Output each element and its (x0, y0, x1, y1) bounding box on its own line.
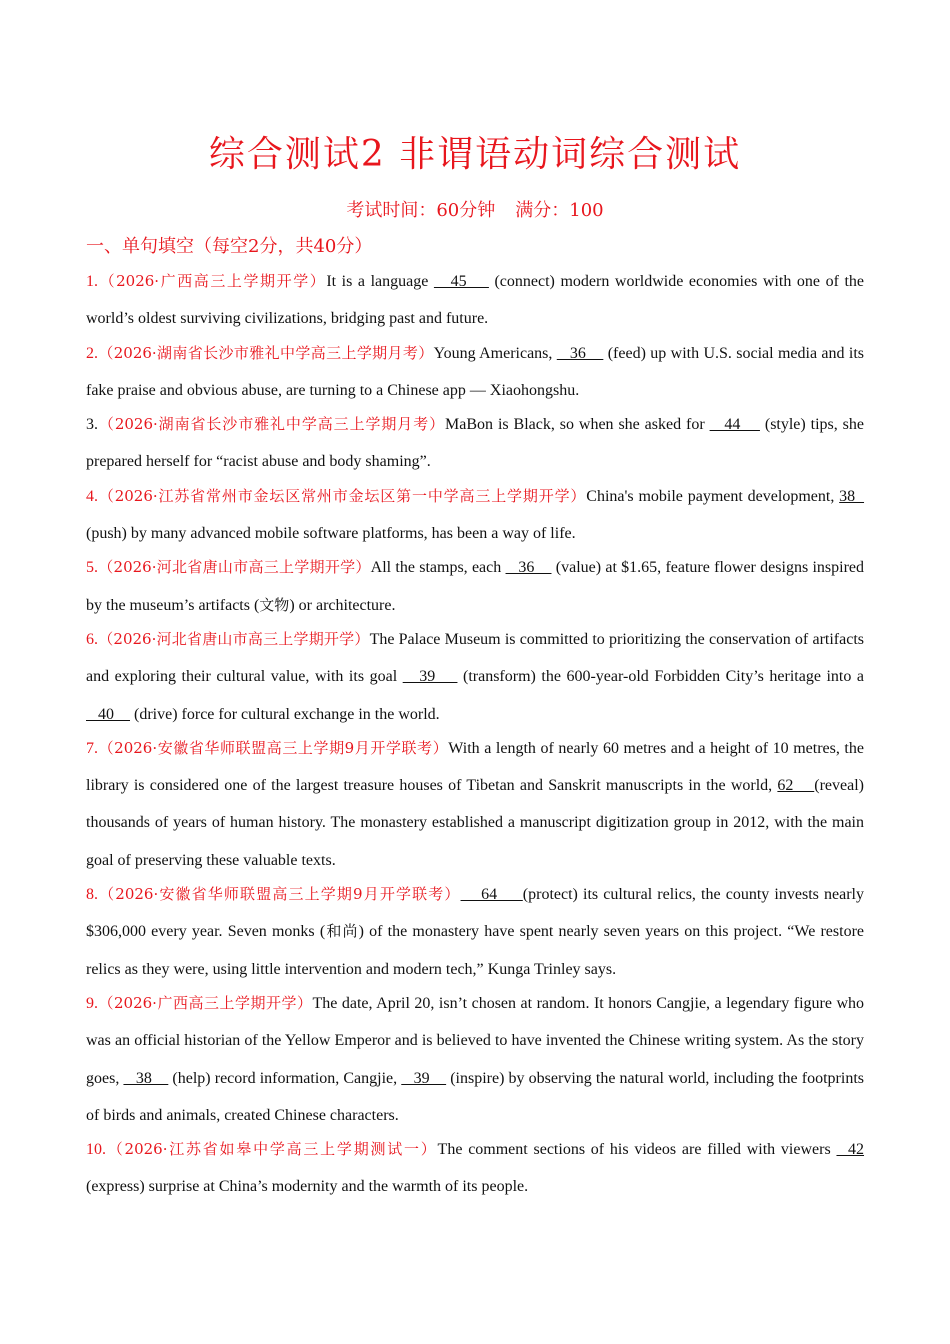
question-text: (drive) force for cultural exchange in the world. (130, 705, 440, 723)
question-number: 2. (86, 344, 98, 362)
question-text: (value) at $1.65, feature flower designs inspired by the museum’s artifacts ( (86, 559, 864, 614)
question-number: 8. (86, 886, 98, 904)
answer-blank: 40 (86, 705, 130, 723)
page-title: 综合测试2 非谓语动词综合测试 (208, 134, 742, 175)
question-number: 5. (86, 559, 98, 577)
exam-time: 考试时间：60分钟 (346, 200, 496, 221)
question-text: (push) by many advanced mobile software platforms, has been a way of life. (86, 525, 576, 543)
question-5 (86, 549, 864, 624)
question-text: China's mobile payment development, (586, 487, 840, 505)
question-text: (reveal) thousands of years of human history. The monastery established a manuscript digitization group in 2012, with the main goal of preserving these valuable texts. (86, 777, 864, 869)
question-text: All the stamps, each (370, 559, 506, 577)
question-text: Young Americans, (433, 344, 557, 362)
question-7 (86, 730, 864, 879)
question-3 (86, 406, 864, 481)
answer-blank: 38 (839, 487, 865, 505)
question-text: (help) record information, Cangjie, (168, 1069, 402, 1087)
exam-info (0, 196, 950, 222)
question-source: （2026·广西高三上学期开学） (98, 993, 313, 1012)
question-number: 7. (86, 739, 98, 757)
answer-blank: 38 (123, 1069, 169, 1087)
question-4 (86, 478, 864, 553)
question-source: （2026·安徽省华师联盟高三上学期9月开学联考） (98, 738, 449, 757)
question-source: （2026·河北省唐山市高三上学期开学） (98, 629, 370, 648)
question-text: ) of the monastery have spent nearly seven years on this project. “We restore relics as they were, using little intervention and modern tech,” Kunga Trinley says. (86, 923, 864, 978)
question-text: MaBon is Black, so when she asked for (445, 416, 710, 434)
question-10 (86, 1131, 864, 1206)
question-number: 6. (86, 630, 98, 648)
question-text: (connect) modern worldwide economies with one of the world’s oldest surviving civilizations, bridging past and future. (86, 273, 865, 328)
question-text: (express) surprise at China’s modernity and the warmth of its people. (86, 1178, 529, 1196)
question-text: (inspire) by observing the natural world, including the footprints of birds and animals, created Chinese characters. (86, 1069, 864, 1124)
answer-blank: 42 (836, 1141, 865, 1159)
question-8 (86, 876, 864, 988)
question-text: The comment sections of his videos are filled with viewers (437, 1141, 837, 1159)
answer-blank: 44 (709, 416, 760, 434)
question-2 (86, 335, 864, 410)
answer-blank: 45 (433, 273, 489, 290)
question-1 (86, 263, 864, 338)
answer-blank: 36 (505, 559, 552, 577)
question-number: 1. (86, 273, 98, 290)
section-heading: 一、单句填空（每空2分，共40分） (86, 236, 373, 257)
question-text: The date, April 20, isn’t chosen at random. It honors Cangjie, a legendary figure who was an official historian of the Yellow Emperor and is believed to have invented the Chinese writing system. As the story goes, (86, 994, 865, 1087)
question-number: 3. (86, 416, 98, 434)
question-text: The Palace Museum is committed to prioritizing the conservation of artifacts and exploring their cultural value, with its goal (86, 630, 864, 686)
question-6 (86, 621, 864, 733)
question-source: （2026·江苏省常州市金坛区常州市金坛区第一中学高三上学期开学） (98, 486, 587, 505)
question-source: （2026·湖南省长沙市雅礼中学高三上学期月考） (98, 415, 446, 434)
chinese-gloss: 和尚 (325, 922, 359, 941)
question-9 (86, 985, 864, 1134)
question-source: （2026·安徽省华师联盟高三上学期9月开学联考） (98, 885, 461, 904)
question-source: （2026·广西高三上学期开学） (98, 272, 327, 290)
question-text: ) or architecture. (289, 596, 396, 614)
question-number: 4. (86, 487, 98, 505)
question-text: (transform) the 600-year-old Forbidden City’s heritage into a (457, 668, 864, 686)
question-text: (protect) its cultural relics, the county invests nearly $306,000 every year. Seven monks ( (86, 886, 864, 941)
answer-blank: 39 (402, 668, 458, 686)
answer-blank: 39 (401, 1069, 447, 1087)
question-text: It is a language (326, 273, 434, 290)
question-text: (feed) up with U.S. social media and its fake praise and obvious abuse, are turning to a Chinese app — Xiaohongshu. (86, 344, 864, 399)
question-text: (style) tips, she prepared herself for “racist abuse and body shaming”. (86, 416, 864, 471)
chinese-gloss: 文物 (259, 595, 290, 614)
question-list (86, 263, 864, 1203)
question-number: 10. (86, 1141, 106, 1159)
answer-blank: 64 (460, 886, 523, 904)
answer-blank: 62 (777, 777, 815, 795)
question-source: （2026·江苏省如皋中学高三上学期测试一） (106, 1140, 438, 1159)
question-source: （2026·河北省唐山市高三上学期开学） (98, 558, 371, 577)
answer-blank: 36 (556, 344, 604, 362)
full-score: 满分：100 (515, 200, 604, 221)
question-number: 9. (86, 994, 98, 1012)
question-text: With a length of nearly 60 metres and a height of 10 metres, the library is considered one of the largest treasure houses of Tibetan and Sanskrit manuscripts in the world, (86, 739, 864, 795)
question-source: （2026·湖南省长沙市雅礼中学高三上学期月考） (98, 343, 434, 362)
